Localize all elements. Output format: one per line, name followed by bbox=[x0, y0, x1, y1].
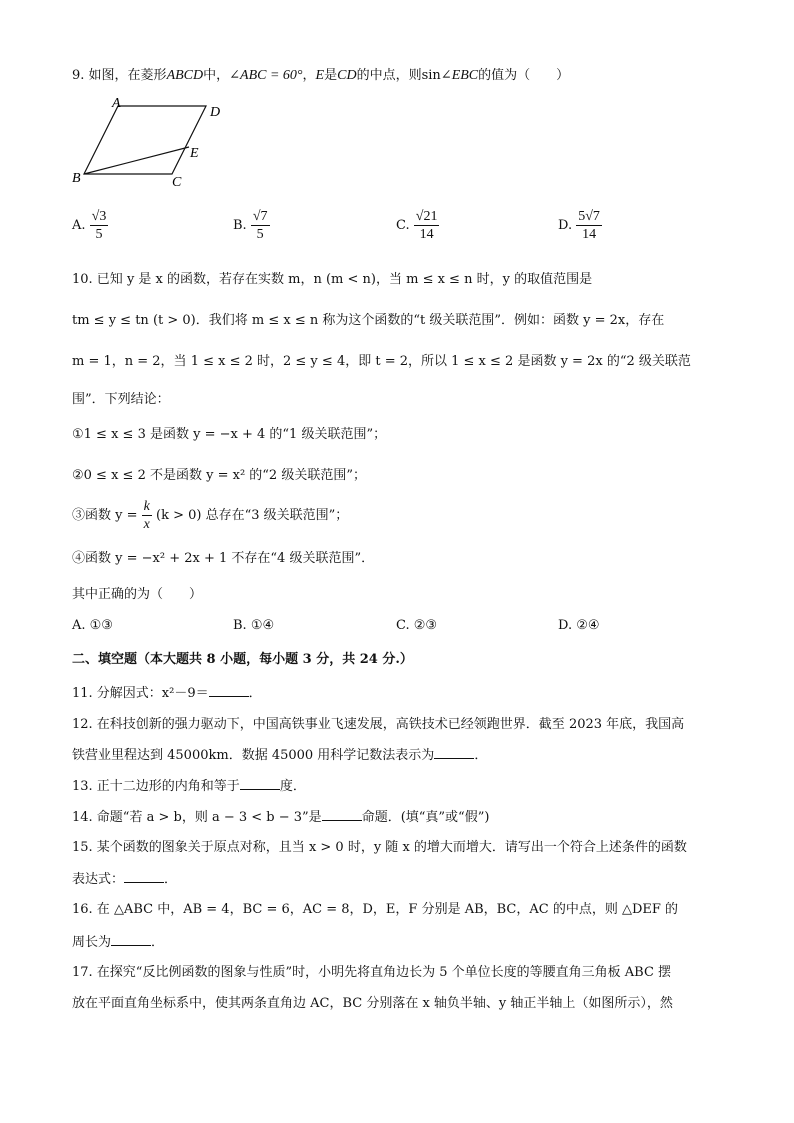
q9-stem: 9. 如图，在菱形ABCD中，∠ABC = 60°，E是CD的中点，则sin∠EBC的值为（ ） bbox=[72, 68, 570, 83]
section-2-heading: 二、填空题（本大题共 8 小题，每小题 3 分，共 24 分.） bbox=[72, 652, 413, 667]
q10-ask: 其中正确的为（ ） bbox=[72, 587, 203, 602]
q10-line-1: 10. 已知 y 是 x 的函数，若存在实数 m，n (m < n)，当 m ≤ x ≤ n 时，y 的取值范围是 bbox=[72, 272, 593, 287]
q15-answer-blank[interactable] bbox=[124, 868, 164, 883]
label-a: A bbox=[112, 96, 121, 111]
q10-statement-1: ①1 ≤ x ≤ 3 是函数 y = −x + 4 的“1 级关联范围”； bbox=[72, 427, 387, 442]
label-c: C bbox=[172, 175, 182, 190]
q9-option-b[interactable]: B. $\frac{√7}{5}$ bbox=[233, 209, 268, 242]
fraction-k-over-x: $\frac{k}{x}$ bbox=[143, 499, 150, 532]
q12-line-1: 12. 在科技创新的强力驱动下，中国高铁事业飞速发展，高铁技术已经领跑世界．截至 2023 年底，我国高 bbox=[72, 717, 685, 732]
label-b: B bbox=[72, 171, 81, 186]
q13: 13. 正十二边形的内角和等于 度． bbox=[72, 775, 306, 797]
q10-line-4: 围”．下列结论： bbox=[72, 392, 170, 407]
segment-be bbox=[84, 147, 189, 174]
q10-option-a[interactable]: A. ①③ bbox=[72, 618, 113, 633]
q10-option-b[interactable]: B. ①④ bbox=[233, 618, 275, 633]
q12-line-2: 铁营业里程达到 45000km．数据 45000 用科学记数法表示为 ． bbox=[72, 744, 487, 766]
q9-option-a[interactable]: A. $\frac{√3}{5}$ bbox=[72, 209, 107, 242]
rhombus-figure bbox=[66, 96, 236, 192]
q16-answer-blank[interactable] bbox=[111, 931, 151, 946]
q14-answer-blank[interactable] bbox=[322, 806, 362, 821]
q10-statement-3: ③函数 y = $\frac{k}{x}$ (k > 0) 总存在“3 级关联范围”； bbox=[72, 499, 349, 532]
q10-option-c[interactable]: C. ②③ bbox=[396, 618, 438, 633]
label-e: E bbox=[190, 146, 199, 161]
q11: 11. 分解因式：x²－9＝ ． bbox=[72, 682, 262, 704]
q16-line-2: 周长为 ． bbox=[72, 931, 164, 953]
rhombus-abcd bbox=[84, 106, 206, 174]
q17-line-1: 17. 在探究“反比例函数的图象与性质”时，小明先将直角边长为 5 个单位长度的等腰直角三角板 ABC 摆 bbox=[72, 965, 672, 980]
q16-line-1: 16. 在 △ABC 中，AB = 4，BC = 6，AC = 8，D，E，F 分别是 AB，BC，AC 的中点，则 △DEF 的 bbox=[72, 902, 679, 917]
q9-option-d[interactable]: D. $\frac{5√7}{14}$ bbox=[558, 209, 600, 242]
q10-option-d[interactable]: D. ②④ bbox=[558, 618, 600, 633]
q15-line-2: 表达式： ． bbox=[72, 868, 177, 890]
q10-line-2: tm ≤ y ≤ tn (t > 0)．我们将 m ≤ x ≤ n 称为这个函数的“t 级关联范围”．例如：函数 y = 2x，存在 bbox=[72, 313, 665, 328]
q17-line-2: 放在平面直角坐标系中，使其两条直角边 AC，BC 分别落在 x 轴负半轴、y 轴正半轴上（如图所示），然 bbox=[72, 996, 673, 1011]
q12-answer-blank[interactable] bbox=[434, 744, 474, 759]
q15-line-1: 15. 某个函数的图象关于原点对称，且当 x > 0 时，y 随 x 的增大而增大．请写出一个符合上述条件的函数 bbox=[72, 840, 687, 855]
q11-answer-blank[interactable] bbox=[209, 682, 249, 697]
q13-answer-blank[interactable] bbox=[240, 775, 280, 790]
label-d: D bbox=[210, 105, 221, 120]
q10-statement-4: ④函数 y = −x² + 2x + 1 不存在“4 级关联范围”． bbox=[72, 551, 375, 566]
q10-statement-2: ②0 ≤ x ≤ 2 不是函数 y = x² 的“2 级关联范围”； bbox=[72, 468, 366, 483]
q9-number: 9. bbox=[72, 68, 85, 83]
q14: 14. 命题“若 a > b，则 a − 3 < b − 3”是 命题．(填“真”或“假”) bbox=[72, 806, 489, 828]
q9-option-c[interactable]: C. $\frac{√21}{14}$ bbox=[396, 209, 438, 242]
q10-line-3: m = 1，n = 2，当 1 ≤ x ≤ 2 时，2 ≤ y ≤ 4，即 t = 2，所以 1 ≤ x ≤ 2 是函数 y = 2x 的“2 级关联范 bbox=[72, 354, 691, 369]
